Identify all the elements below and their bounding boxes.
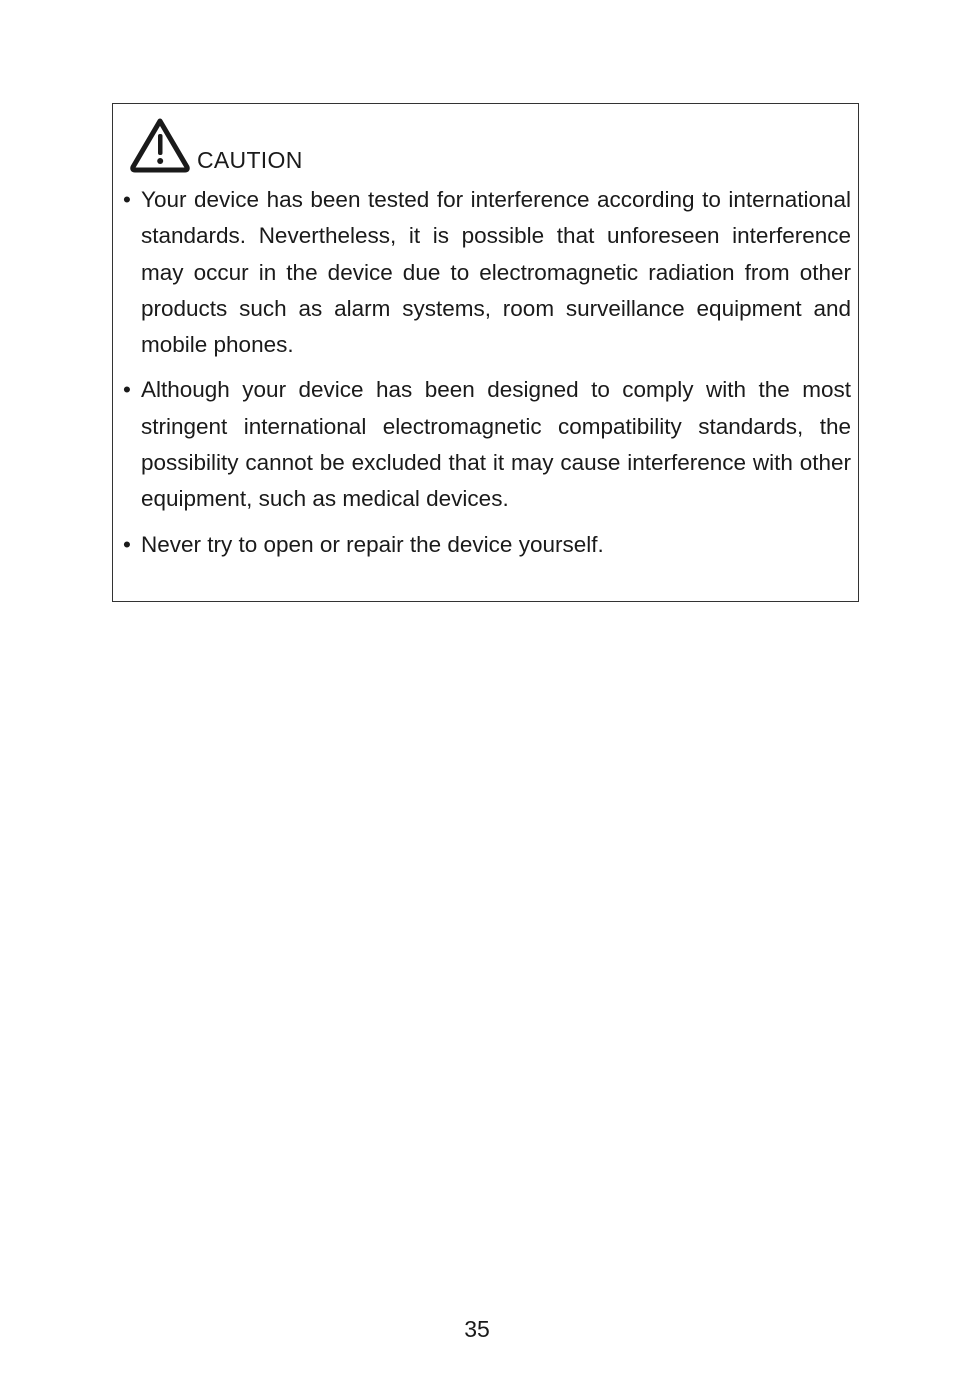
bullet-icon: • [123,377,131,403]
caution-header [129,117,303,173]
list-item-text: Although your device has been designed to comply with the most stringent international electromagnetic compatibility standards, the possibility cannot be excluded that it may cause interference with other equipment, such as medical devices. [141,377,851,512]
bullet-icon: • [123,187,131,212]
list-item-text: Your device has been tested for interference according to international standards. Nevertheless, it is possible that unforeseen interference may occur in the device due to electromagnetic radiation from other products such as alarm systems, room surveillance equipment and mobile phones. [141,187,851,358]
list-item-text: Never try to open or repair the device yourself. [141,531,604,557]
caution-box [112,103,859,602]
bullet-icon: • [123,531,131,557]
page-number: 35 [464,1316,490,1342]
caution-list [123,182,851,572]
list-item [123,182,851,363]
caution-title: CAUTION [197,147,303,173]
warning-triangle-icon [129,117,191,173]
list-item [123,527,851,563]
list-item [123,372,851,517]
